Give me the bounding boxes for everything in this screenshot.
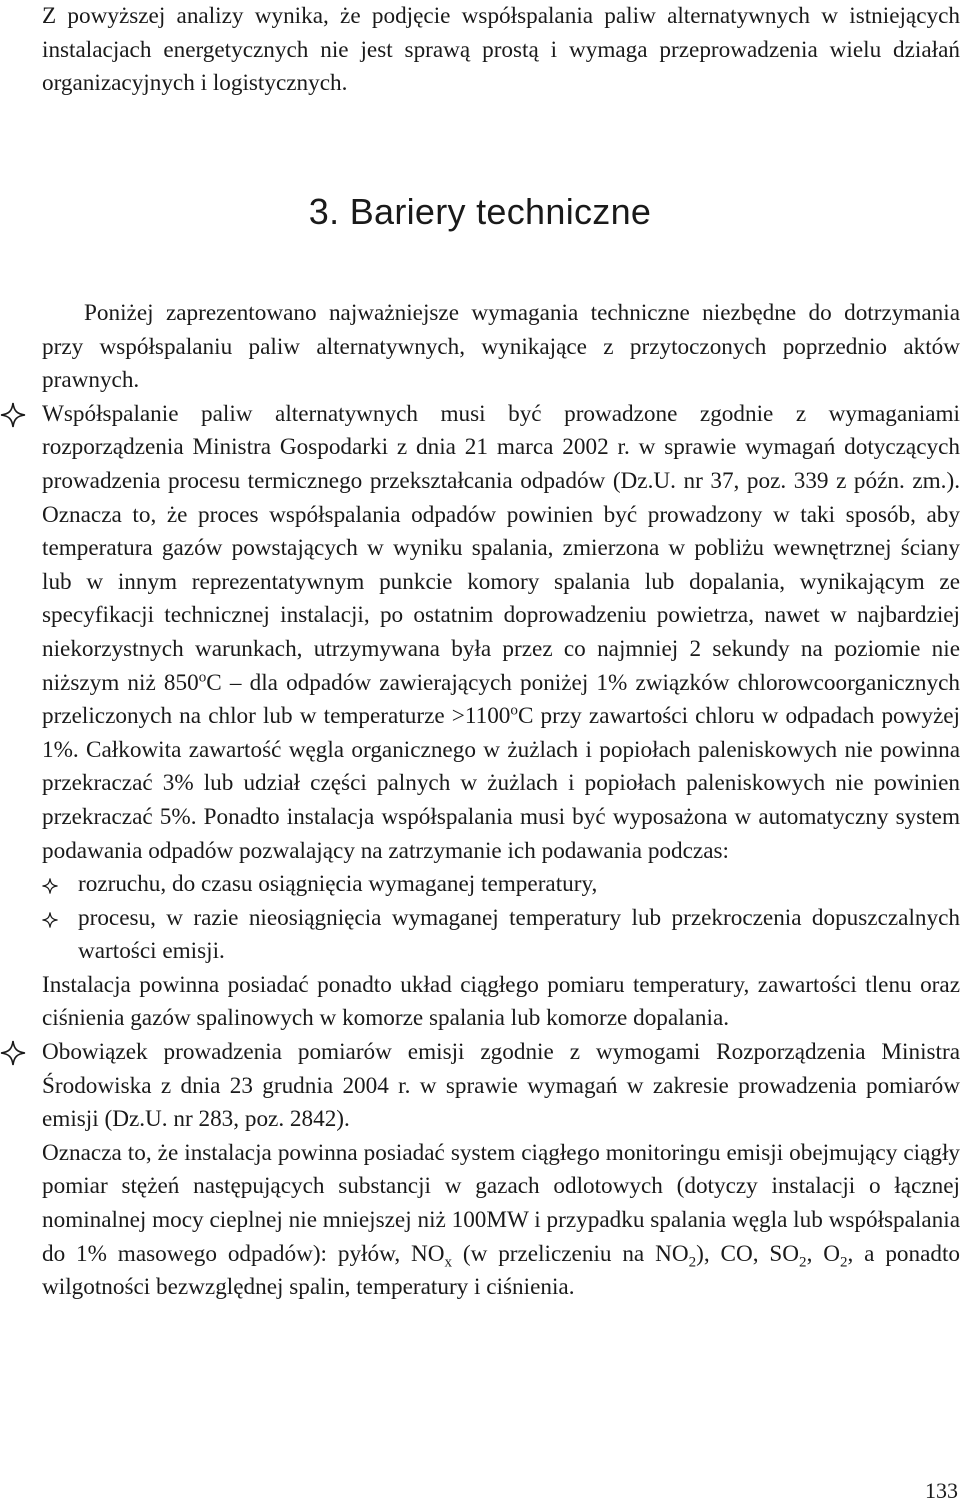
diamond-star-icon [0,402,26,428]
subscript: x [444,1254,453,1271]
subscript: 2 [799,1254,807,1271]
bullet-item-1-text [42,398,960,868]
page-number: 133 [925,1478,958,1503]
diamond-star-icon [0,1040,26,1066]
item2-part-d: , O [806,1240,840,1267]
item2-part-e: , a ponadto wilgotności bezwzględnej spalin, temperatury i ciśnienia. [42,1240,960,1301]
item1-part-a: Współspalanie paliw alternatywnych musi być prowadzone zgodnie z wymaganiami rozporządzenia Ministra Gospodarki z dnia 21 marca 2002 r. w sprawie wymagań dotyczących prowadzenia procesu termicznego przekształcania odpadów (Dz.U. nr 37, poz. 339 z późn. zm.). Oznacza to, że proces współspalania odpadów powinien być prowadzony w taki sposób, aby temperatura gazów powstających w wyniku spalania, zmierzona w pobliżu wewnętrznej ściany lub w innym reprezentatywnym punkcie komory spalania lub dopalania, wynikającym ze specyfikacji technicznej instalacji, po ostatnim doprowadzeniu powietrza, nawet w najbardziej niekorzystnych warunkach, utrzymywana była przez co najmniej 2 sekundy na poziomie nie niższym niż 850 [42,400,960,696]
bullet-item-1-after: Instalacja powinna posiadać ponadto układ ciągłego pomiaru temperatury, zawartości tlenu oraz ciśnienia gazów spalinowych w komorze spalania lub komorze dopalania. [42,971,960,1032]
bullet-item-1 [42,398,960,1036]
bullet-item-2-after [42,1137,960,1305]
item1-part-b: C – dla odpadów zawierających poniżej 1% związków chlorowcoorganicznych przeliczonych na chlor lub w temperaturze >1100 [42,669,960,730]
intro-paragraph: Z powyższej analizy wynika, że podjęcie współspalania paliw alternatywnych w istniejących instalacjach energetycznych nie jest sprawą prostą i wymaga przeprowadzenia wielu działań organizacyjnych i logistycznych. [42,3,960,97]
degree-sup: o [510,702,518,719]
sub-bullet-1 [42,868,960,902]
item2-part-c: ), CO, SO [696,1240,800,1267]
bullet-item-2 [42,1036,960,1305]
small-diamond-star-icon [42,878,58,894]
sub-bullet-1-text: rozruchu, do czasu osiągnięcia wymaganej temperatury, [78,871,598,898]
lead-paragraph: Poniżej zaprezentowano najważniejsze wymagania techniczne niezbędne do dotrzymania przy współspalaniu paliw alternatywnych, wynikające z przytoczonych poprzednio aktów prawnych. [42,300,960,394]
bullet-item-2-text: Obowiązek prowadzenia pomiarów emisji zgodnie z wymogami Rozporządzenia Ministra Środowiska z dnia 23 grudnia 2004 r. w sprawie wymagań w zakresie prowadzenia pomiarów emisji (Dz.U. nr 283, poz. 2842). [42,1039,960,1133]
item2-part-a: Oznacza to, że instalacja powinna posiadać system ciągłego monitoringu emisji obejmujący ciągły pomiar stężeń następujących substancji w gazach odlotowych (dotyczy instalacji o łącznej nominalnej mocy cieplnej nie mniejszej niż 100MW i przypadku spalania węgla lub współspalania do 1% masowego odpadów): pyłów, NO [42,1139,960,1267]
subscript: 2 [688,1254,697,1271]
sub-bullet-2-text: procesu, w razie nieosiągnięcia wymaganej temperatury lub przekroczenia dopuszczalnych wartości emisji. [78,904,960,965]
sub-bullet-2 [42,902,960,969]
subscript: 2 [839,1254,848,1271]
degree-sup: o [198,668,207,685]
section-body [42,297,960,1305]
small-diamond-star-icon [42,912,58,928]
section-heading: 3. Bariery techniczne [308,191,652,232]
item1-part-c: C przy zawartości chloru w odpadach powyżej 1%. Całkowita zawartość węgla organicznego w żużlach i popiołach paleniskowych nie powinna przekraczać 3% lub udział części palnych w żużlach i popiołach paleniskowych nie powinien przekraczać 5%. Ponadto instalacja współspalania musi być wyposażona w automatyczny system podawania odpadów pozwalający na zatrzymanie ich podawania podczas: [42,703,960,864]
item2-part-b: (w przeliczeniu na NO [452,1240,689,1267]
